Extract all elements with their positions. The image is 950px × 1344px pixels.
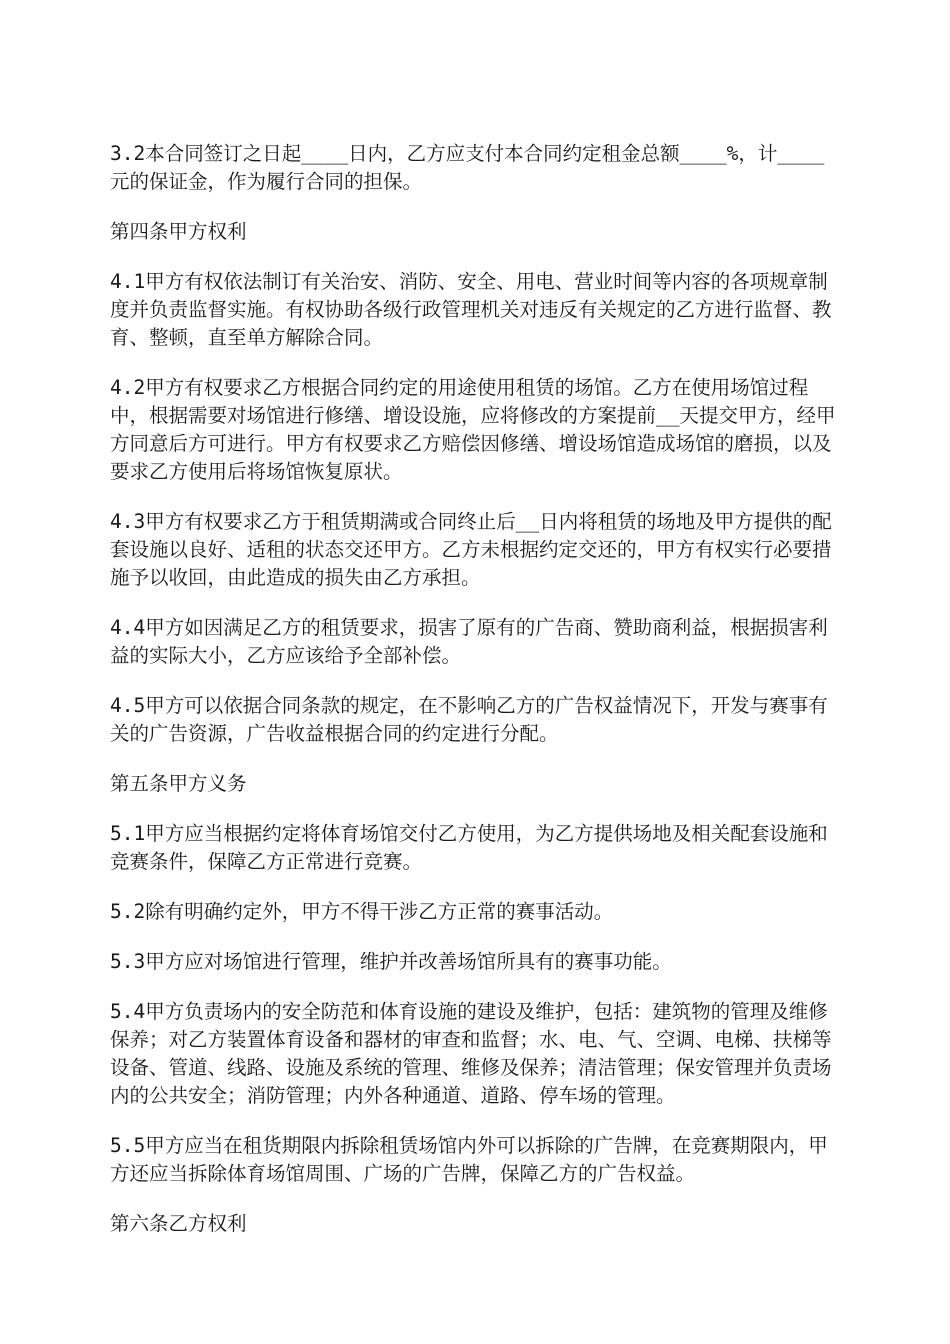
section-heading-article-6: 第六条乙方权利 xyxy=(110,1212,247,1235)
clause-5-1: 5.1甲方应当根据约定将体育场馆交付乙方使用，为乙方提供场地及相关配套设施和竞赛条件，保障乙方正常进行竞赛。 xyxy=(110,822,828,873)
clause-5-4: 5.4甲方负责场内的安全防范和体育设施的建设及维护，包括：建筑物的管理及维修保养；对乙方装置体育设备和器材的审查和监督；水、电、气、空调、电梯、扶梯等设备、管道、线路、设施及系统的管理、维修及保养；清洁管理；保安管理并负责场内的公共安全；消防管理；内外各种通道、道路、停车场的管理。 xyxy=(110,1000,832,1107)
clause-4-4: 4.4甲方如因满足乙方的租赁要求，损害了原有的广告商、赞助商利益，根据损害利益的实际大小，乙方应该给予全部补偿。 xyxy=(110,616,828,667)
document-body xyxy=(110,140,842,1260)
clause-4-5: 4.5甲方可以依据合同条款的规定，在不影响乙方的广告权益情况下，开发与赛事有关的广告资源，广告收益根据合同的约定进行分配。 xyxy=(110,694,828,745)
clause-5-2: 5.2除有明确约定外，甲方不得干涉乙方正常的赛事活动。 xyxy=(110,900,614,923)
clause-4-1: 4.1甲方有权依法制订有关治安、消防、安全、用电、营业时间等内容的各项规章制度并负责监督实施。有权协助各级行政管理机关对违反有关规定的乙方进行监督、教育、整顿，直至单方解除合同。 xyxy=(110,270,832,349)
clause-4-3: 4.3甲方有权要求乙方于租赁期满或合同终止后__日内将租赁的场地及甲方提供的配套设施以良好、适租的状态交还甲方。乙方未根据约定交还的，甲方有权实行必要措施予以收回，由此造成的损失由乙方承担。 xyxy=(110,510,832,589)
clause-4-2: 4.2甲方有权要求乙方根据合同约定的用途使用租赁的场馆。乙方在使用场馆过程中，根据需要对场馆进行修缮、增设设施，应将修改的方案提前__天提交甲方，经甲方同意后方可进行。甲方有权要求乙方赔偿因修缮、增设场馆造成场馆的磨损，以及要求乙方使用后将场馆恢复原状。 xyxy=(110,376,836,483)
clause-5-5: 5.5甲方应当在租货期限内拆除租赁场馆内外可以拆除的广告牌，在竞赛期限内，甲方还应当拆除体育场馆周围、广场的广告牌，保障乙方的广告权益。 xyxy=(110,1134,828,1185)
clause-3-2: 3.2本合同签订之日起____日内，乙方应支付本合同约定租金总额____%，计____元的保证金，作为履行合同的担保。 xyxy=(110,142,825,193)
section-heading-article-4: 第四条甲方权利 xyxy=(110,220,247,243)
clause-5-3: 5.3甲方应对场馆进行管理，维护并改善场馆所具有的赛事功能。 xyxy=(110,950,672,973)
section-heading-article-5: 第五条甲方义务 xyxy=(110,772,247,795)
